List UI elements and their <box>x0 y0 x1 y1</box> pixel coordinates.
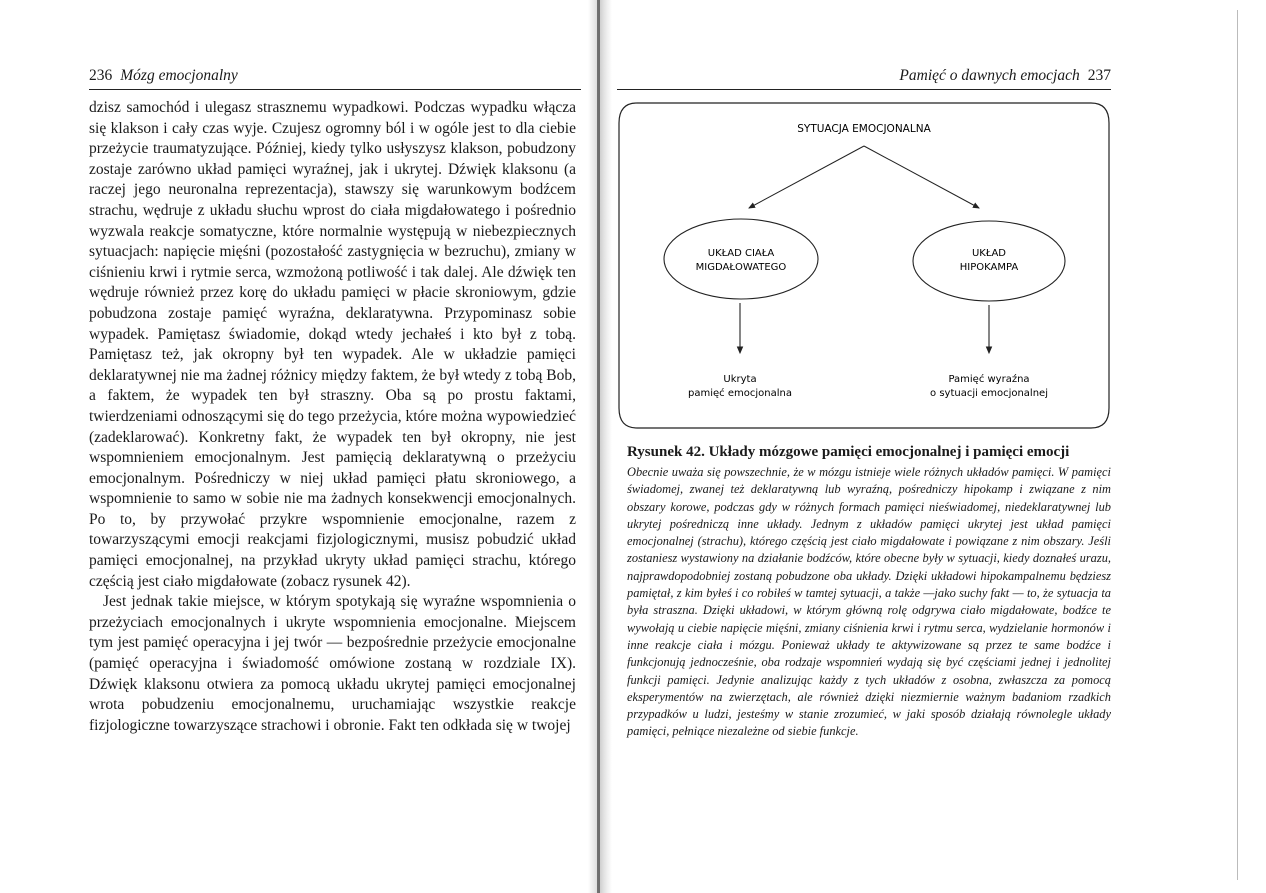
implicit-memory-label-line2: pamięć emocjonalna <box>688 388 792 399</box>
implicit-memory-label-line1: Ukryta <box>723 374 757 385</box>
arrow-to-hippocampus <box>864 146 979 208</box>
book-spine-line <box>597 0 600 893</box>
right-page-number: 237 <box>1087 67 1111 84</box>
right-running-title: Pamięć o dawnych emocjach <box>899 67 1080 84</box>
left-running-title: Mózg emocjonalny <box>120 67 238 84</box>
explicit-memory-label-line1: Pamięć wyraźna <box>948 374 1030 385</box>
left-body-text <box>89 98 576 736</box>
explicit-memory-label-line2: o sytuacji emocjonalnej <box>930 388 1048 399</box>
book-gutter-shadow <box>588 0 612 893</box>
figure-caption <box>627 443 1111 741</box>
figure-caption-title: Rysunek 42. Układy mózgowe pamięci emocjonalnej i pamięci emocji <box>627 444 1070 460</box>
figure-caption-body: Obecnie uważa się powszechnie, że w mózgu istnieje wiele różnych układów pamięci. W pamięci świadomej, zwanej też deklaratywną lub wyraźną, pośredniczy hipokamp i związane z nim obszary korowe, podczas gdy w różnych formach pamięci nieświadomej, niedeklaratywnej lub ukrytej pośredniczą inne układy. Jednym z układów pamięci ukrytej jest układ pamięci emocjonalnej (strachu), którego częścią jest ciało migdałowate i powiązane z nim obszary. Jeśli zostaniesz wystawiony na działanie bodźców, które obecne były w sytuacji, kiedy doznałeś urazu, najprawdopodobniej zostaną pobudzone oba układy. Dzięki układowi hipokampalnemu będziesz pamiętał, z kim byłeś i co robiłeś w tamtej sytuacji, a także —jako suchy fakt — to, że sytuacja ta była straszna. Dzięki układowi, w którym główną rolę odgrywa ciało migdałowate, bodźce te wywołają u ciebie napięcie mięśni, zmiany ciśnienia krwi i rytmu serca, wydzielanie hormonów i inne reakcje ciała i mózgu. Ponieważ układy te aktywizowane są przez te same bodźce i funkcjonują jednocześnie, oba rodzaje wspomnień wydają się być częściami jednej i jednolitej funkcji pamięci. Jedynie analizując każdy z tych układów z osobna, zwłaszcza za pomocą eksperymentów na zwierzętach, ale również dzięki niezmiernie ważnym badaniom rzadkich przypadków u ludzi, jesteśmy w stanie zrozumieć, w jaki sposób działają równolegle układy pamięci, pełniące niezależne od siebie funkcje. <box>627 465 1111 739</box>
hippocampus-label-line2: HIPOKAMPA <box>959 262 1019 273</box>
body-paragraph: dzisz samochód i ulegasz strasznemu wypadkowi. Podczas wypadku włącza się klakson i cały czas wyje. Czujesz ogromny ból i w ogóle jest to dla ciebie przeżycie traumatyzujące. Później, kiedy tylko usłyszysz klakson, pobudzony zostaje zarówno układ pamięci wyraźnej, jak i ukrytej. Dźwięk klaksonu (a raczej jego neuronalna reprezentacja), stawszy się warunkowym bodźcem strachu, wędruje z układu słuchu wprost do ciała migdałowatego i pośrednio wyzwala reakcje somatyczne, które normalnie występują w niebezpiecznych sytuacjach: napięcie mięśni (pozostałość zastygnięcia w bezruchu), zmiany w ciśnieniu krwi i rytmie serca, wzmożoną potliwość i tak dalej. Ale dźwięk ten wędruje również przez korę do układu pamięci w płacie skroniowym, gdzie pobudzona zostaje pamięć wyraźna, deklaratywna. Przypominasz sobie wypadek. Pamiętasz świadomie, dokąd wtedy jechałeś i kto był z tobą. Pamiętasz też, jak okropny był ten wypadek. Ale w układzie pamięci deklaratywnej nie ma żadnej różnicy między faktem, że był wtedy z tobą Bob, a faktem, że wypadek ten był straszny. Oba są po prostu faktami, twierdzeniami odnoszącymi się do tego przeżycia, które można wypowiedzieć (zadeklarować). Konkretny fakt, że wypadek ten był okropny, nie jest wspomnieniem emocjonalnym. Jest pamięcią deklaratywną o przeżyciu emocjonalnym. Pośredniczy w niej układ pamięci płatu skroniowego, a wspomnienie to samo w sobie nie ma żadnych konsekwencji emocjonalnych. Po to, by przywołać przykre wspomnienie emocjonalne, razem z towarzyszącymi emocji reakcjami fizjologicznymi, musisz pobudzić układ pamięci emocjonalnej, na przykład ukryty układ pamięci strachu, którego częścią jest ciało migdałowate (zobacz rysunek 42). <box>89 99 576 590</box>
right-header-rule <box>617 89 1111 90</box>
hippocampus-oval <box>913 221 1065 301</box>
left-running-header <box>89 66 238 86</box>
body-paragraph: Jest jednak takie miejsce, w którym spotykają się wyraźne wspomnienia o przeżyciach emocjonalnych i ukryte wspomnienia emocjonalne. Miejscem tym jest pamięć operacyjna i jej twór — bezpośrednie przeżycie emocjonalne (pamięć operacyjna i świadomość omówione zostaną w rozdziale IX). Dźwięk klaksonu otwiera za pomocą układu ukrytej pamięci emocjonalnej wrota pobudzeniu emocjonalnemu, uruchamiając wszystkie reakcje fizjologiczne towarzyszące strachowi i obronie. Fakt ten odkłada się w twojej <box>89 593 576 734</box>
left-page-number: 236 <box>89 67 113 84</box>
left-page <box>0 0 590 893</box>
diagram-top-label: SYTUACJA EMOCJONALNA <box>797 123 931 135</box>
amygdala-oval <box>664 219 818 299</box>
amygdala-label-line1: UKŁAD CIAŁA <box>707 248 775 259</box>
hippocampus-label-line1: UKŁAD <box>971 248 1007 259</box>
memory-systems-diagram <box>617 98 1111 433</box>
diagram-frame <box>619 103 1109 428</box>
left-header-rule <box>89 89 581 90</box>
right-running-header <box>899 66 1111 86</box>
arrow-to-amygdala <box>749 146 864 208</box>
amygdala-label-line2: MIGDAŁOWATEGO <box>695 262 787 273</box>
